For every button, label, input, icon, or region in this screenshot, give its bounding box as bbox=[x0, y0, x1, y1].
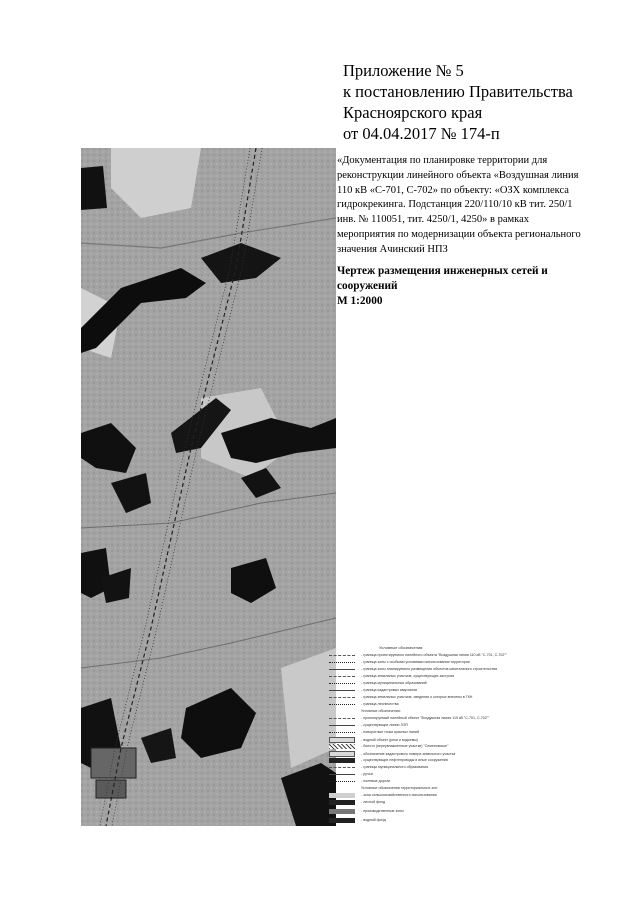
settlement-block bbox=[96, 780, 126, 798]
legend-row: - лесной фонд bbox=[329, 800, 385, 805]
legend-row: - зона сельскохозяйственного использования bbox=[329, 793, 437, 798]
legend-row: - граница лесничества bbox=[329, 702, 399, 707]
legend-row: - болото (переувлажненные участки) "Семеновское" bbox=[329, 744, 448, 749]
drawing-title-block bbox=[337, 264, 607, 309]
legend-symbol bbox=[329, 676, 355, 677]
legend-symbol bbox=[329, 737, 355, 743]
legend-row: - полевые дороги bbox=[329, 779, 390, 784]
settlement-block bbox=[91, 748, 136, 778]
legend-row: - водный объект (реки и водоемы) bbox=[329, 737, 418, 743]
legend-symbol bbox=[329, 751, 355, 757]
appendix-number: Приложение № 5 bbox=[343, 61, 464, 80]
legend-symbol bbox=[329, 781, 355, 782]
appendix-date: от 04.04.2017 № 174-п bbox=[343, 124, 500, 143]
map-legend bbox=[329, 645, 591, 827]
legend-symbol bbox=[329, 662, 355, 663]
legend-symbol bbox=[329, 818, 355, 823]
legend-symbol bbox=[329, 767, 355, 768]
drawing-scale: М 1:2000 bbox=[337, 295, 383, 307]
legend-row: - граница проектируемого линейного объекта "Воздушная линия 110 кВ "С-701, С-702"" bbox=[329, 653, 507, 658]
legend-row: - обозначение кадастрового номера земельного участка bbox=[329, 751, 455, 757]
legend-symbol bbox=[329, 774, 355, 775]
legend-symbol bbox=[329, 690, 355, 691]
appendix-region: Красноярского края bbox=[343, 103, 483, 122]
documentation-description: «Документация по планировке территории для реконструкции линейного объекта «Воздушная линия 110 кВ «С-701, С-702» по объекту: «ОЗХ комплекса гидрокрекинга. Подстанция 220/110/10 кВ тит. 250/1 инв. № 110051, тит. 4250/1, 4250» в рамках мероприятия по модернизации объекта регионального значения Ачинский НПЗ bbox=[337, 155, 581, 255]
light-area bbox=[281, 648, 336, 768]
legend-symbol bbox=[329, 732, 355, 733]
legend-row: - граница муниципальных образований bbox=[329, 681, 427, 686]
legend-symbol bbox=[329, 793, 355, 798]
map-drawing bbox=[81, 148, 336, 826]
drawing-title: Чертеж размещения инженерных сетей и сооружений bbox=[337, 265, 548, 292]
appendix-resolution: к постановлению Правительства bbox=[343, 82, 573, 101]
legend-row: - производственные зоны bbox=[329, 809, 404, 814]
legend-row: Условные обозначения: bbox=[361, 709, 401, 713]
legend-symbol bbox=[329, 704, 355, 705]
legend-row: - водный фонд bbox=[329, 818, 386, 823]
legend-symbol bbox=[329, 697, 355, 698]
legend-row: - существующие линии ЛЭП bbox=[329, 723, 408, 728]
water-body bbox=[81, 166, 107, 210]
legend-symbol bbox=[329, 758, 355, 763]
legend-symbol bbox=[329, 655, 355, 656]
legend-row: - существующие нефтепроводы и иные сооружения bbox=[329, 758, 448, 763]
legend-row: - граница земельных участков, сведения о которых внесены в ГКН bbox=[329, 695, 472, 700]
legend-row: - граница зоны с особыми условиями использования территории bbox=[329, 660, 470, 665]
legend-title: Условные обозначения: bbox=[379, 645, 424, 650]
legend-symbol bbox=[329, 718, 355, 719]
legend-symbol bbox=[329, 669, 355, 670]
legend-row: - граница земельных участков, существующих застроек bbox=[329, 674, 454, 679]
legend-row: - поворотные точки красных линий bbox=[329, 730, 419, 735]
appendix-header bbox=[343, 60, 573, 144]
legend-row: - проектируемый линейный объект "Воздушная линия 110 кВ "С-701, С-702"" bbox=[329, 716, 489, 721]
legend-row: Условные обозначения территориальных зон: bbox=[361, 786, 438, 790]
legend-row: - границы муниципального образования bbox=[329, 765, 428, 770]
legend-symbol bbox=[329, 725, 355, 726]
legend-symbol bbox=[329, 744, 355, 749]
legend-row: - граница зоны планируемого размещения объектов капитального строительства bbox=[329, 667, 497, 672]
legend-symbol bbox=[329, 800, 355, 805]
legend-row: - ручьи bbox=[329, 772, 373, 777]
legend-symbol bbox=[329, 683, 355, 684]
legend-row: - граница кадастровых кварталов bbox=[329, 688, 417, 693]
planning-map bbox=[81, 148, 336, 826]
legend-symbol bbox=[329, 809, 355, 814]
